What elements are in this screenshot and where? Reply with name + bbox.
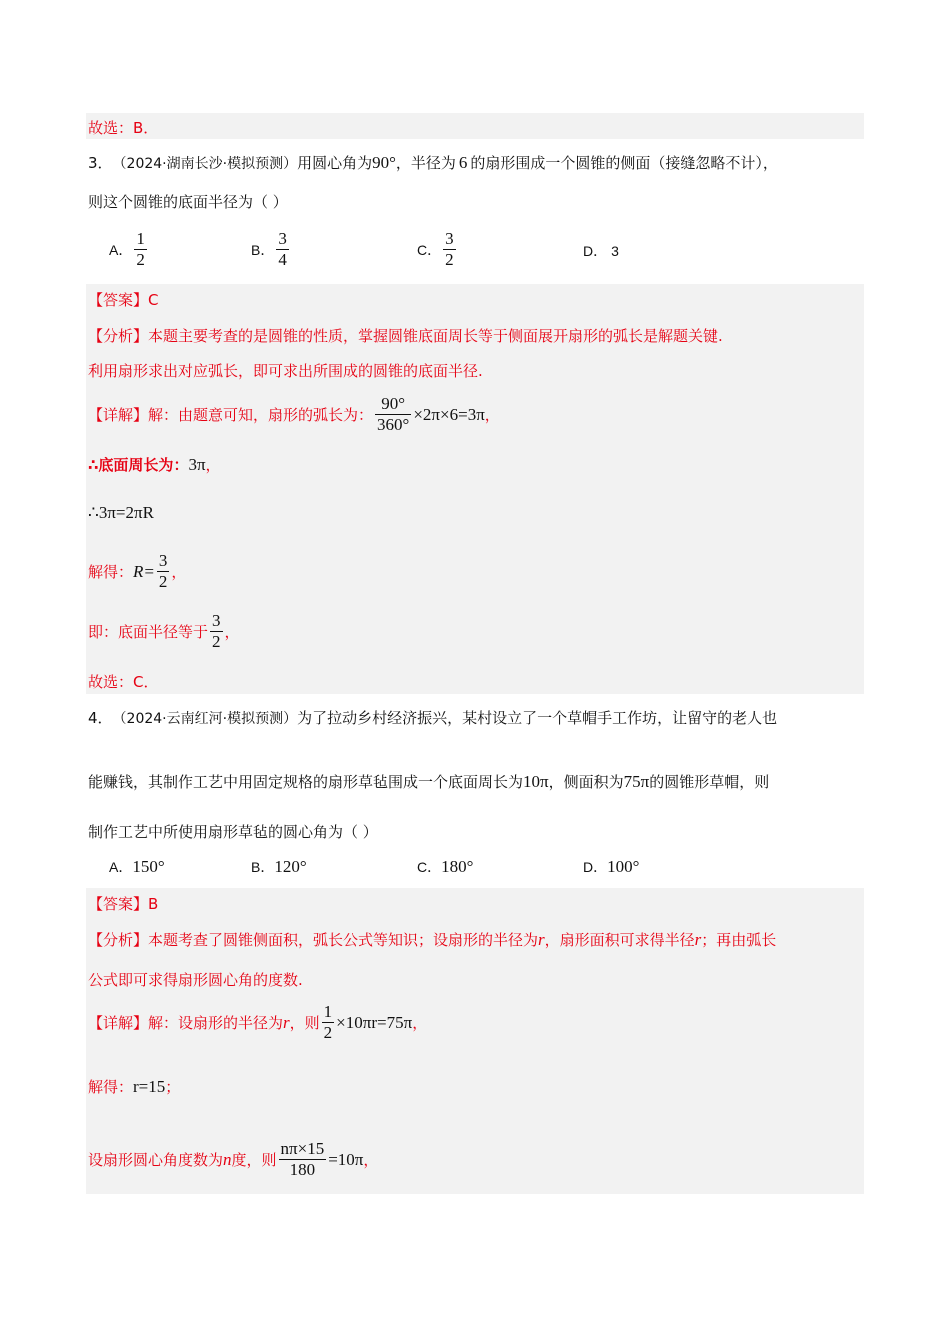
q4-stem-line1: 4． （2024·云南红河·模拟预测） 为了拉动乡村经济振兴，某村设立了一个草帽手工作坊，让留守的老人也	[88, 709, 778, 727]
q4-analysis-line1: 【分析】 本题考查了圆锥侧面积，弧长公式等知识；设扇形的半径为 r ，扇形面积可求得半径 r ；再由弧长	[88, 929, 777, 949]
q3-answer: 【答案】C	[88, 291, 159, 309]
q3-option-c[interactable]: C． $\frac{3}{2}$	[417, 229, 454, 269]
q3-stem-line2: 则这个圆锥的底面半径为（ ）	[88, 193, 288, 211]
q4-option-a[interactable]: A． 150°	[109, 857, 165, 876]
q3-option-a[interactable]: A． $\frac{1}{2}$	[109, 229, 145, 269]
q3-stem-line1: 3． （2024·湖南长沙·模拟预测） 用圆心角为 90° ，半径为 6 的扇形围成一个圆锥的侧面（接缝忽略不计），	[88, 152, 778, 172]
fraction: $\frac{3}{2}$	[445, 229, 454, 269]
q4-stem-line2: 能赚钱，其制作工艺中用固定规格的扇形草毡围成一个底面周长为 10π ，侧面积为 75π 的圆锥形草帽，则	[88, 771, 770, 791]
prev-answer-conclusion: 故选：B．	[88, 119, 159, 137]
q3-detail-line4: 解得： R= $\frac{3}{2}$ ，	[88, 551, 187, 591]
q4-option-c[interactable]: C． 180°	[417, 857, 474, 876]
q3-conclusion: 故选：C．	[88, 673, 159, 691]
q3-source: （2024·湖南长沙·模拟预测）	[112, 155, 298, 172]
prev-answer-box	[86, 113, 864, 139]
q3-analysis-line1: 【分析】本题主要考查的是圆锥的性质，掌握圆锥底面周长等于侧面展开扇形的弧长是解题关键.	[88, 327, 723, 345]
q4-detail-line1: 【详解】 解：设扇形的半径为 r ，则 $\frac{1}{2}$ ×10πr=75π ，	[88, 1002, 428, 1042]
fraction: $\frac{1}{2}$	[323, 1002, 333, 1042]
fraction: $\frac{3}{4}$	[278, 229, 287, 269]
fraction: $\frac{1}{2}$	[136, 229, 145, 269]
q3-detail-line3: ∴3π=2πR	[88, 503, 154, 522]
q3-detail-line2: ∴底面周长为： 3π ，	[88, 454, 221, 474]
q4-option-b[interactable]: B． 120°	[251, 857, 307, 876]
q4-detail-line3: 设扇形圆心角度数为 n 度，则 $\frac{n\pi\times 15}{180}$ =10π ，	[88, 1139, 379, 1179]
q3-option-d[interactable]: D． 3	[583, 243, 619, 259]
q4-stem-line3: 制作工艺中所使用扇形草毡的圆心角为（ ）	[88, 823, 378, 841]
q4-detail-line2: 解得： r=15 ；	[88, 1076, 181, 1096]
q3-option-b[interactable]: B． $\frac{3}{4}$	[251, 229, 287, 269]
q3-analysis-line2: 利用扇形求出对应弧长，即可求出所围成的圆锥的底面半径.	[88, 362, 483, 380]
q4-number: 4．	[88, 709, 113, 727]
fraction: $\frac{3}{2}$	[212, 611, 221, 651]
q3-detail-line5: 即：底面半径等于 $\frac{3}{2}$ ，	[88, 611, 240, 651]
q4-analysis-line2: 公式即可求得扇形圆心角的度数.	[88, 971, 303, 989]
fraction: $\frac{3}{2}$	[158, 551, 168, 591]
q3-detail-line1: 【详解】 解：由题意可知，扇形的弧长为： $\frac{90^\circ}{360^\circ}$ ×2π×6=3π ，	[88, 394, 500, 434]
q4-source: （2024·云南红河·模拟预测）	[112, 710, 298, 727]
q4-option-d[interactable]: D． 100°	[583, 857, 640, 876]
q4-answer: 【答案】B	[88, 895, 159, 913]
fraction: $\frac{90^\circ}{360^\circ}$	[377, 394, 410, 434]
fraction: $\frac{n\pi\times 15}{180}$	[280, 1139, 325, 1179]
q3-number: 3．	[88, 154, 113, 172]
